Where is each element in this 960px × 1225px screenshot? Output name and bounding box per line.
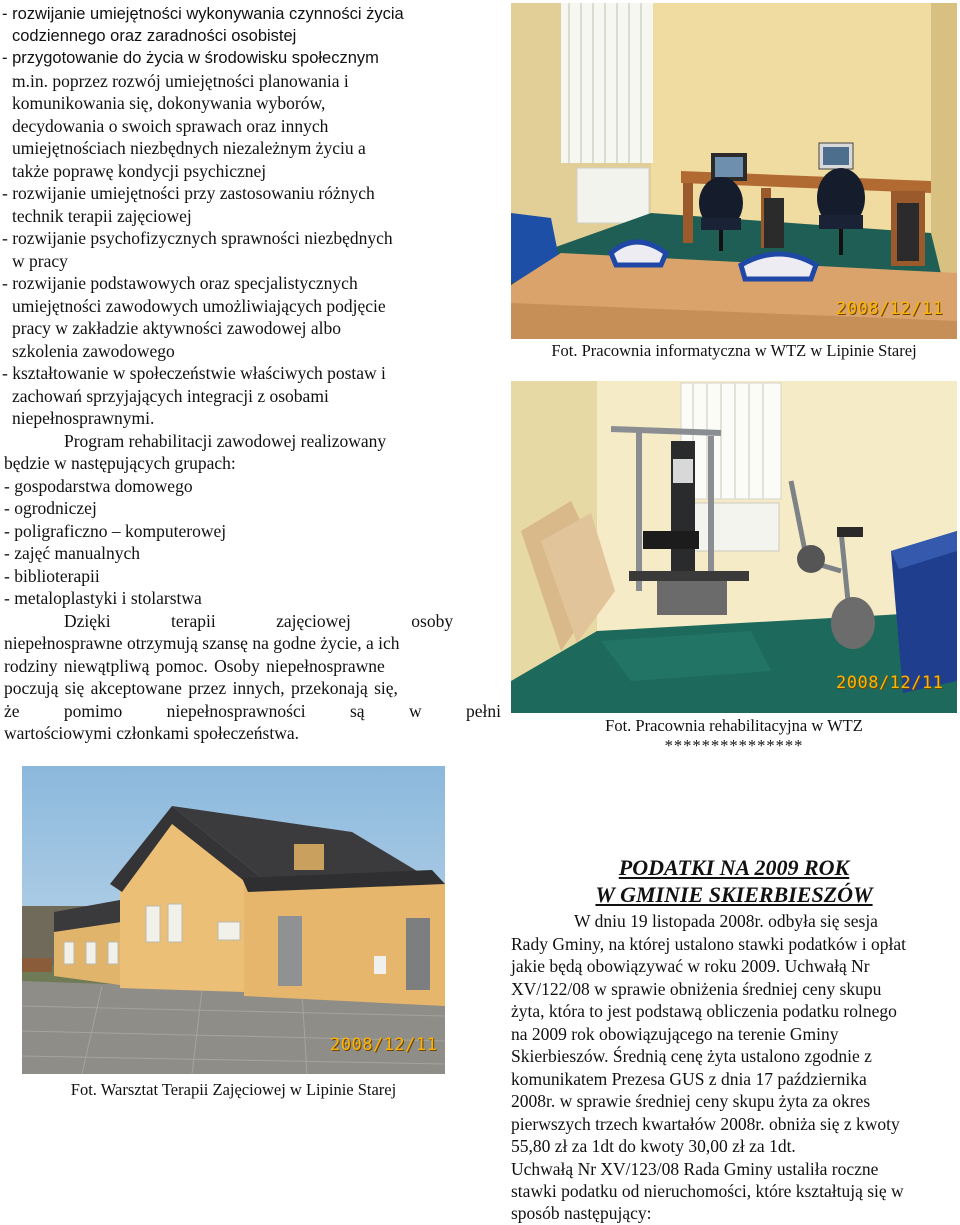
computer-room-caption: Fot. Pracownia informatyczna w WTZ w Lipinie Starej <box>551 341 917 360</box>
paragraph-line: niepełnosprawne otrzymują szansę na godne życie, a ich <box>4 633 400 653</box>
computer-room-photo <box>511 3 957 339</box>
article-line: XV/122/08 w sprawie obniżenia średniej ceny skupu <box>511 979 882 999</box>
article-line: sposób następujący: <box>511 1203 652 1223</box>
text-line: także poprawę kondycji psychicznej <box>12 161 267 181</box>
text-line: niepełnosprawnymi. <box>12 408 155 428</box>
list-item: - zajęć manualnych <box>4 543 141 563</box>
list-item: - biblioterapii <box>4 566 100 586</box>
text-line: - rozwijanie psychofizycznych sprawności niezbędnych <box>2 228 393 248</box>
building-photo <box>22 766 445 1074</box>
text-line: umiejętnościach niezbędnych niezależnym życiu a <box>12 138 366 158</box>
photo-date-stamp: 2008/12/11 <box>330 1035 438 1055</box>
article-line: Skierbieszów. Średnią cenę żyta ustalono zgodnie z <box>511 1046 872 1066</box>
article-line: Rady Gminy, na której ustalono stawki podatków i opłat <box>511 934 906 954</box>
article-line: 2008r. w sprawie średniej ceny skupu żyta za okres <box>511 1091 871 1111</box>
article-line: na 2009 rok obowiązującego na terenie Gminy <box>511 1024 839 1044</box>
paragraph-line: rodziny niewątpliwą pomoc. Osoby niepełnosprawne <box>4 656 385 676</box>
article-line: pierwszych trzech kwartałów 2008r. obniża się z kwoty <box>511 1114 900 1134</box>
paragraph-line: Program rehabilitacji zawodowej realizowany <box>64 431 387 451</box>
text-line: zachowań sprzyjających integracji z osobami <box>12 386 329 406</box>
rehab-room-caption: Fot. Pracownia rehabilitacyjna w WTZ <box>605 716 863 735</box>
article-line: stawki podatku od nieruchomości, które kształtują się w <box>511 1181 904 1201</box>
paragraph-line: że pomimo niepełnosprawności są w pełni <box>4 701 501 721</box>
article-line: Uchwałą Nr XV/123/08 Rada Gminy ustaliła roczne <box>511 1159 879 1179</box>
article-line: 55,80 zł za 1dt do kwoty 30,00 zł za 1dt. <box>511 1136 796 1156</box>
text-line: codziennego oraz zaradności osobistej <box>12 27 297 45</box>
paragraph-line: wartościowymi członkami społeczeństwa. <box>4 723 299 743</box>
building-caption: Fot. Warsztat Terapii Zajęciowej w Lipinie Starej <box>70 1080 397 1099</box>
text-line: - kształtowanie w społeczeństwie właściwych postaw i <box>2 363 386 383</box>
article-line: żyta, która to jest podstawą obliczenia podatku rolnego <box>511 1001 897 1021</box>
list-item: - metaloplastyki i stolarstwa <box>4 588 202 608</box>
text-line: komunikowania się, dokonywania wyborów, <box>12 93 326 113</box>
text-line: decydowania o swoich sprawach oraz innych <box>12 116 329 136</box>
text-line: technik terapii zajęciowej <box>12 206 192 226</box>
section-separator: *************** <box>664 736 804 755</box>
text-line: w pracy <box>12 251 68 271</box>
list-item: - ogrodniczej <box>4 498 97 518</box>
photo-date-stamp: 2008/12/11 <box>836 299 944 319</box>
paragraph-line: poczują się akceptowane przez innych, przekonają się, <box>4 678 398 698</box>
article-line: W dniu 19 listopada 2008r. odbyła się sesja <box>574 911 878 931</box>
paragraph-line: będzie w następujących grupach: <box>4 453 236 473</box>
text-line: - rozwijanie umiejętności wykonywania czynności życia <box>2 5 404 23</box>
article-line: komunikatem Prezesa GUS z dnia 17 października <box>511 1069 867 1089</box>
article-title: PODATKI NA 2009 ROK <box>618 855 850 880</box>
text-line: m.in. poprzez rozwój umiejętności planowania i <box>12 71 349 91</box>
list-item: - poligraficzno – komputerowej <box>4 521 227 541</box>
list-item: - gospodarstwa domowego <box>4 476 193 496</box>
rehab-room-photo <box>511 381 957 713</box>
text-line: pracy w zakładzie aktywności zawodowej albo <box>12 318 341 338</box>
paragraph-line: Dzięki terapii zajęciowej osoby <box>64 611 454 631</box>
text-line: umiejętności zawodowych umożliwiających podjęcie <box>12 296 386 316</box>
text-line: - przygotowanie do życia w środowisku społecznym <box>2 49 379 67</box>
text-line: szkolenia zawodowego <box>12 341 175 361</box>
article-line: jakie będą obowiązywać w roku 2009. Uchwałą Nr <box>511 956 870 976</box>
article-title: W GMINIE SKIERBIESZÓW <box>595 882 873 907</box>
photo-date-stamp: 2008/12/11 <box>836 673 944 693</box>
text-line: - rozwijanie podstawowych oraz specjalistycznych <box>2 273 358 293</box>
text-line: - rozwijanie umiejętności przy zastosowaniu różnych <box>2 183 375 203</box>
